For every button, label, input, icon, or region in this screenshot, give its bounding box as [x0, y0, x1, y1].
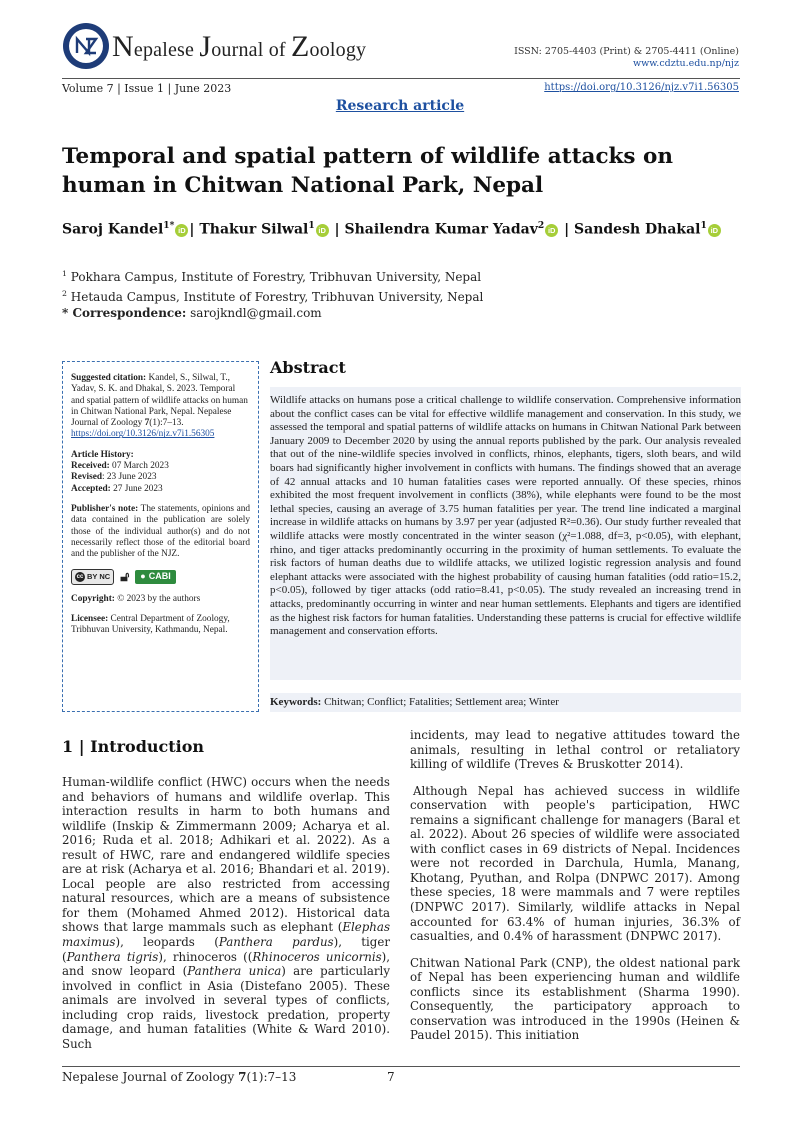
body-paragraph: Chitwan National Park (CNP), the oldest national park of Nepal has been experiencing human and wildlife conflicts since its establishment (Sharma 1990). Consequently, the participatory approach to conservation was introduced in the 1990s (Heinen & Paudel 2015). This initiation [410, 955, 740, 1043]
doi-link[interactable]: https://doi.org/10.3126/njz.v7i1.56305 [544, 82, 739, 93]
keywords-list: Chitwan; Conflict; Fatalities; Settlement area; Winter [324, 696, 559, 708]
affiliation-text: Hetauda Campus, Institute of Forestry, Tribhuvan University, Nepal [70, 289, 484, 304]
citation-volume: 7 [144, 418, 150, 429]
text-run: ), leopards ( [115, 935, 219, 950]
footer-journal-name: Nepalese Journal of Zoology [62, 1070, 239, 1084]
revised-date: : 23 June 2023 [102, 472, 157, 483]
author-separator: | [334, 221, 340, 238]
cc-license-icon[interactable]: cc BY NC [71, 569, 114, 584]
affiliation-sup: 2 [62, 288, 67, 298]
orcid-icon[interactable]: iD [708, 224, 721, 237]
affiliations [62, 266, 483, 322]
section-heading-introduction: 1 | Introduction [62, 737, 205, 756]
text-run: ) are particularly involved in conflict in Asia (Distefano 2005). These animals are involved in several types of conflicts, including crop raids, livestock predation, property damage, and human fatalities (White & Ward 2010). Such [62, 964, 390, 1051]
page-number: 7 [387, 1070, 395, 1084]
open-access-icon: 🔓︎ [120, 568, 130, 585]
website-link[interactable]: www.cdztu.edu.np/njz [633, 58, 739, 69]
citation-label: Suggested citation: [71, 373, 147, 383]
species-name: Elephas maximus [62, 920, 390, 950]
text-run: Human-wildlife conflict (HWC) occurs when the needs and behaviors of humans and wildlife overlap. This interaction results in harm to both humans and wildlife (Inskip & Zimmermann 2009; Acharya et al. 2016; Ruda et al. 2018; Adhikari et al. 2022). As a result of HWC, rare and endangered wildlife species are at risk (Acharya et al. 2016; Bhandari et al. 2019). Local people are also restricted from accessing natural resources, which are a means of subsistence for them (Mohamed Ahmed 2012). Historical data shows that large mammals such as elephant ( [62, 775, 390, 935]
journal-logo [62, 22, 110, 70]
correspondence-label: * Correspondence: [62, 306, 187, 320]
body-paragraph: Although Nepal has achieved success in wildlife conservation with people's participation, HWC remains a significant challenge for managers (Baral et al. 2022). About 26 species of wildlife were associated with conflict cases in 69 districts of Nepal. Incidences were not recorded in Darchula, Humla, Manang, Khotang, Pyuthan, and Rolpa (DNPWC 2017). Among these species, 18 were mammals and 7 were reptiles (DNPWC 2017). Similarly, wildlife attacks in Nepal accounted for 63.4% of human injuries, 36.3% of casualties, and 0.4% of harassment (DNPWC 2017). [410, 783, 740, 944]
license-badges [71, 569, 250, 584]
journal-initial-j: J [199, 30, 212, 63]
article-info-sidebar [62, 361, 259, 712]
species-name: Panthera unica [187, 964, 282, 979]
abstract-box [270, 387, 741, 680]
author-name: Thakur Silwal [199, 221, 309, 238]
journal-initial-z: Z [290, 30, 310, 63]
footer-divider [62, 1066, 740, 1067]
author-sup: 1* [163, 220, 175, 231]
footer-journal-citation [62, 1070, 296, 1084]
text-run: ), rhinoceros (( [158, 949, 253, 964]
species-name: Rhinoceros unicornis [252, 949, 382, 964]
article-title: Temporal and spatial pattern of wildlife attacks on human in Chitwan National Park, Nepal [62, 144, 673, 198]
author-sup: 1 [700, 220, 707, 231]
keywords-label: Keywords: [270, 696, 322, 708]
journal-word-1: epalese [133, 39, 200, 61]
species-name: Panthera tigris [66, 949, 159, 964]
abstract-text: Wildlife attacks on humans pose a critical challenge to wildlife conservation. Comprehensive information about the conflict cases can be vital for effective wildlife management and conservation. In this study, we assessed the temporal and spatial patterns of wildlife attacks on humans in Chitwan National Park between January 2009 to December 2020 by using the annual reports published by the park. Our analysis revealed that out of the nine-wildlife species involved in conflicts, rhinos, elephants, tigers, sloth bears, and wild boars had significantly higher involvement in conflicts with humans. The findings showed that an average of 42 annual attacks and 10 human fatalities cases were reported annually. Of these species, rhinos exhibited the most frequent involvement in conflicts (38%), while elephants were found to be the most lethal species, causing an average of 3.75 human fatalities per year. The trend line indicated a marginal increase in wildlife attacks on humans by 3.97 per year (adjusted R²=0.36). Our study further revealed that wildlife attacks were mostly concentrated in the winter season (χ²=1.088, df=3, p<0.05), with elephant, rhino, and tiger attacks predominantly occurring in the proximity of human settlements. To evaluate the risk factors of human deaths due to wildlife attacks, we utilized logistic regression analysis and found elephant attacks were associated with the highest probability of causing human fatalities (odd ratio=15.2, p<0.05), followed by tiger attacks (odd ratio=8.41, p<0.05). The study revealed an increasing trend in attacks, predominantly occurring in winter and near human settlements. Elephants and tigers are identified as the highest risk factors for human fatalities. Understanding these patterns is crucial for effective wildlife management and conservation efforts. [270, 394, 741, 638]
copyright [71, 594, 250, 605]
author-name: Shailendra Kumar Yadav [344, 221, 538, 238]
affiliation-sup: 1 [62, 269, 67, 278]
body-column-left [62, 775, 390, 1063]
author-separator: | [564, 221, 570, 238]
orcid-icon[interactable]: iD [316, 224, 329, 237]
copyright-label: Copyright: [71, 593, 115, 604]
cc-text: BY NC [87, 572, 111, 582]
abstract-heading: Abstract [270, 358, 346, 377]
correspondence [62, 305, 483, 322]
orcid-icon[interactable]: iD [545, 224, 558, 237]
volume-issue: Volume 7 | Issue 1 | June 2023 [62, 82, 232, 95]
author-name: Sandesh Dhakal [574, 221, 701, 238]
accepted-label: Accepted: [71, 483, 111, 494]
history-label: Article History: [71, 449, 134, 460]
issn: ISSN: 2705-4403 (Print) & 2705-4411 (Online) [514, 46, 739, 57]
citation-doi-link[interactable]: https://doi.org/10.3126/njz.v7i1.56305 [71, 429, 215, 440]
body-paragraph [62, 775, 390, 1051]
licensee-label: Licensee: [71, 614, 109, 625]
licensee-text: Central Department of Zoology, Tribhuvan University, Kathmandu, Nepal. [71, 614, 230, 636]
cabi-logo: ● CABI [135, 570, 175, 583]
received-date: 07 March 2023 [112, 461, 169, 472]
copyright-text: © 2023 by the authors [117, 593, 201, 604]
affiliation-text: Pokhara Campus, Institute of Forestry, Tribhuvan University, Nepal [70, 270, 482, 284]
publisher-note [71, 504, 250, 560]
journal-name [112, 30, 366, 64]
orcid-icon[interactable]: iD [175, 224, 188, 237]
article-type[interactable]: Research article [335, 98, 465, 114]
suggested-citation [71, 373, 250, 441]
publisher-note-text: The statements, opinions and data contained in the publication are solely those of the individual author(s) and do not necessarily reflect those of the editorial board and the publisher of the NJZ. [71, 503, 251, 560]
author-list [62, 220, 722, 238]
citation-text: Kandel, S., Silwal, T., Yadav, S. K. and Dhakal, S. 2023. Temporal and spatial pattern of wildlife attacks on human in Chitwan National Park, Nepal. Nepalese Journal of Zoology [71, 373, 248, 429]
author-name: Saroj Kandel [62, 221, 164, 238]
citation-pages: (1):7–13. [149, 418, 184, 429]
keywords [270, 693, 741, 712]
body-column-right [410, 728, 740, 1055]
publisher-note-label: Publisher's note: [71, 503, 139, 514]
received-label: Received: [71, 461, 110, 472]
article-history [71, 450, 250, 495]
author-sup: 2 [537, 220, 545, 231]
author-sup: 1 [308, 220, 315, 231]
header-divider [62, 78, 740, 79]
cabi-text: CABI [148, 571, 171, 582]
journal-word-2: ournal of [211, 39, 291, 61]
footer-volume: 7 [238, 1070, 247, 1084]
author-separator: | [189, 221, 195, 238]
affiliation-item [62, 286, 483, 306]
text-run: ), tiger ( [62, 935, 390, 964]
footer-pages: (1):7–13 [246, 1070, 297, 1084]
journal-initial-n: N [112, 30, 134, 63]
species-name: Panthera pardus [218, 935, 334, 950]
body-paragraph: incidents, may lead to negative attitudes toward the animals, resulting in lethal control or retaliatory killing of wildlife (Treves & Bruskotter 2014). [410, 728, 740, 772]
licensee [71, 614, 250, 637]
text-run: ), and snow leopard ( [62, 949, 391, 979]
correspondence-email[interactable]: sarojkndl@gmail.com [190, 306, 322, 320]
revised-label: Revised [71, 472, 102, 483]
affiliation-item [62, 266, 483, 286]
accepted-date: 27 June 2023 [113, 483, 163, 494]
journal-word-3: oology [309, 39, 367, 61]
